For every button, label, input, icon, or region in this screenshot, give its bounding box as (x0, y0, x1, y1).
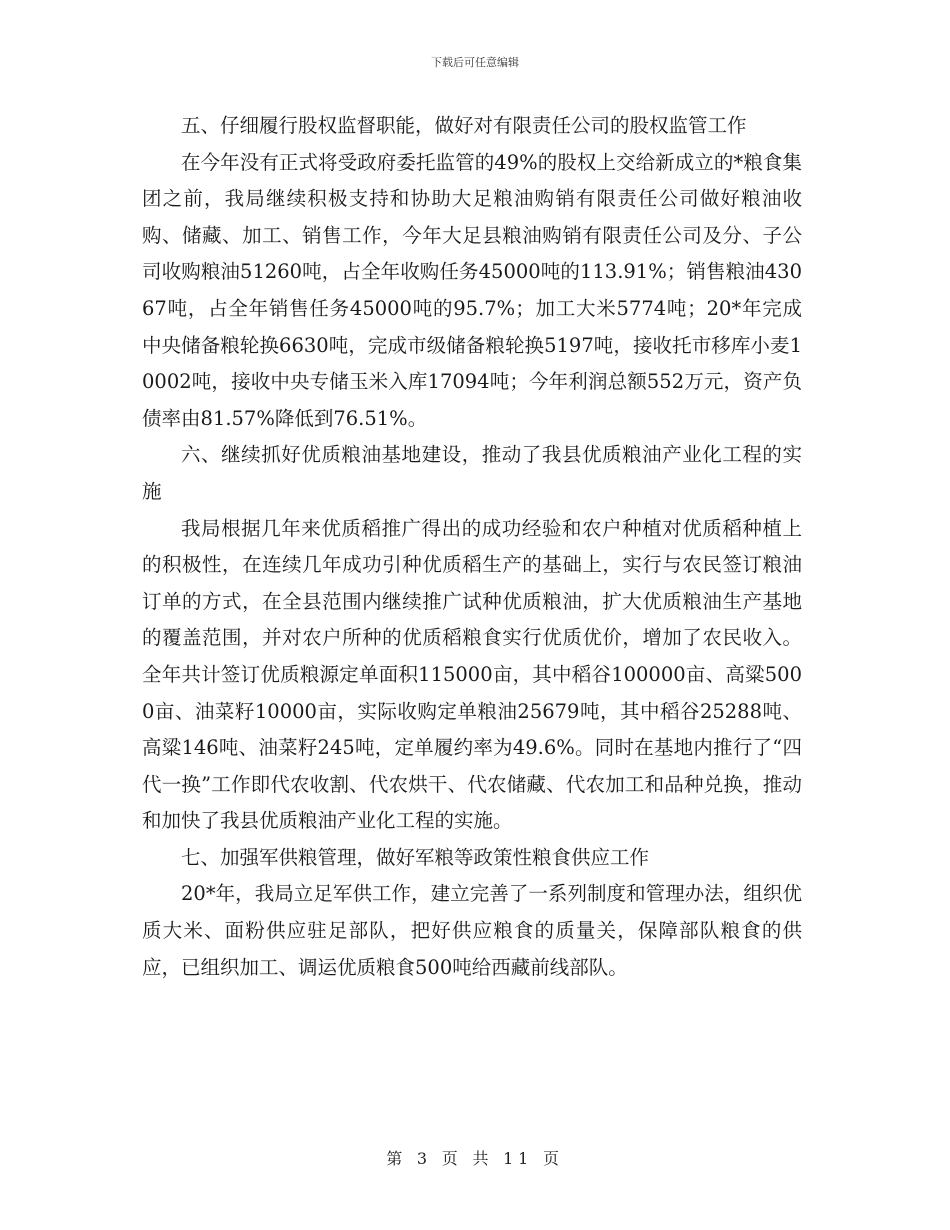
section-heading-7: 七、加强军供粮管理，做好军粮等政策性粮食供应工作 (181, 845, 650, 869)
page-header-note: 下载后可任意编辑 (431, 56, 519, 69)
document-body (142, 108, 802, 986)
section-heading-5: 五、仔细履行股权监督职能，做好对有限责任公司的股权监管工作 (181, 114, 747, 137)
section-heading-6: 六、继续抓好优质粮油基地建设，推动了我县优质粮油产业化工程的实施 (142, 443, 802, 503)
page-number: 第 3 页 共 11 页 (386, 1149, 564, 1168)
paragraph-military-grain: 20*年，我局立足军供工作，建立完善了一系列制度和管理办法，组织优质大米、面粉供应驻足部队，把好供应粮食的质量关，保障部队粮食的供应，已组织加工、调运优质粮食500吨给西藏前线部队。 (142, 882, 802, 979)
paragraph-grain-base: 我局根据几年来优质稻推广得出的成功经验和农户种植对优质稻种植上的积极性，在连续几年成功引种优质稻生产的基础上，实行与农民签订粮油订单的方式，在全县范围内继续推广试种优质粮油，扩大优质粮油生产基地的覆盖范围，并对农户所种的优质稻粮食实行优质优价，增加了农民收入。全年共计签订优质粮源定单面积115000亩，其中稻谷100000亩、高粱5000亩、油菜籽10000亩，实际收购定单粮油25679吨，其中稻谷25288吨、高粱146吨、油菜籽245吨，定单履约率为49.6%。同时在基地内推行了“四代一换”工作即代农收割、代农烘干、代农储藏、代农加工和品种兑换，推动和加快了我县优质粮油产业化工程的实施。 (142, 516, 802, 833)
paragraph-equity-supervision: 在今年没有正式将受政府委托监管的49%的股权上交给新成立的*粮食集团之前，我局继续积极支持和协助大足粮油购销有限责任公司做好粮油收购、储藏、加工、销售工作，今年大足县粮油购销有限责任公司及分、子公司收购粮油51260吨，占全年收购任务45000吨的113.91%；销售粮油43067吨，占全年销售任务45000吨的95.7%；加工大米5774吨；20*年完成中央储备粮轮换6630吨，完成市级储备粮轮换5197吨，接收托市移库小麦10002吨，接收中央专储玉米入库17094吨；今年利润总额552万元，资产负债率由81.57%降低到76.51%。 (142, 150, 802, 430)
